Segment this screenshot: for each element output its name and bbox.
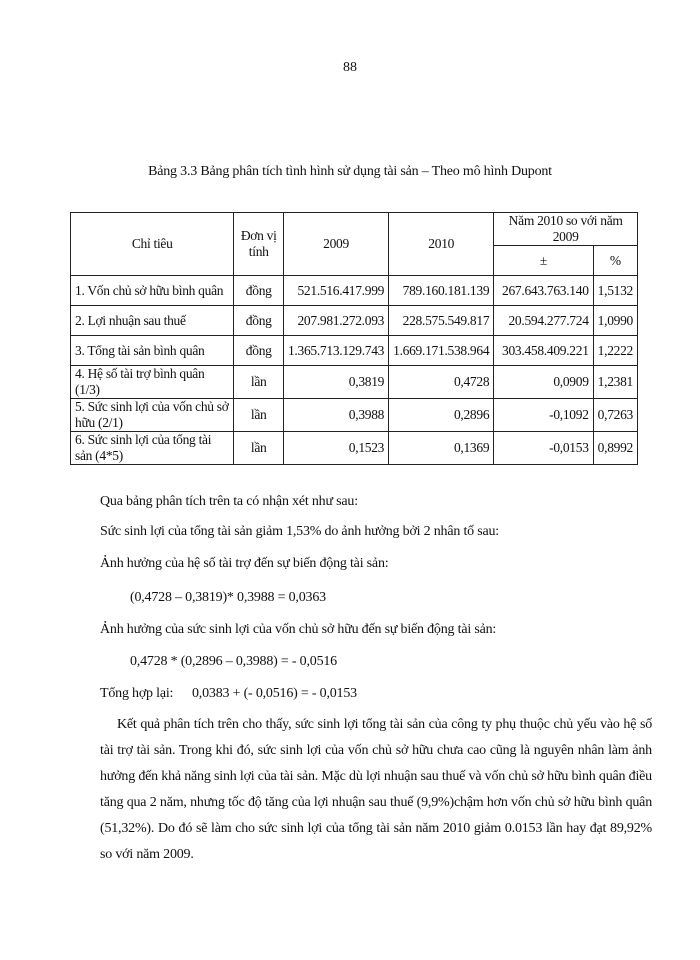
row-diff: -0,1092 xyxy=(494,399,593,432)
row-label: 1. Vốn chủ sở hữu bình quân xyxy=(71,276,234,306)
row-2010: 1.669.171.538.964 xyxy=(389,336,494,366)
table-caption: Bảng 3.3 Bảng phân tích tình hình sử dụng tài sản – Theo mô hình Dupont xyxy=(148,164,552,179)
summary-label: Tổng hợp lại: xyxy=(100,686,174,701)
row-unit: lần xyxy=(234,366,284,399)
row-2009: 521.516.417.999 xyxy=(283,276,388,306)
decline-line: Sức sinh lợi của tổng tài sản giảm 1,53% do ảnh hưởng bởi 2 nhân tố sau: xyxy=(100,524,499,539)
row-label: 3. Tổng tài sản bình quân xyxy=(71,336,234,366)
row-2009: 0,1523 xyxy=(283,432,388,465)
row-2009: 207.981.272.093 xyxy=(283,306,388,336)
table-row xyxy=(71,306,638,336)
intro-line: Qua bảng phân tích trên ta có nhận xét như sau: xyxy=(100,494,358,509)
row-2009: 0,3819 xyxy=(283,366,388,399)
row-2009: 1.365.713.129.743 xyxy=(283,336,388,366)
header-pct: % xyxy=(593,246,637,276)
row-pct: 1,2222 xyxy=(593,336,637,366)
row-label: 5. Sức sinh lợi của vốn chủ sở hữu (2/1) xyxy=(71,399,234,432)
summary-formula: 0,0383 + (- 0,0516) = - 0,0153 xyxy=(192,686,357,701)
row-label: 2. Lợi nhuận sau thuế xyxy=(71,306,234,336)
header-compare: Năm 2010 so với năm 2009 xyxy=(494,213,638,246)
dupont-table xyxy=(70,212,638,465)
table-row xyxy=(71,432,638,465)
row-2010: 789.160.181.139 xyxy=(389,276,494,306)
header-diff: ± xyxy=(494,246,593,276)
row-pct: 1,5132 xyxy=(593,276,637,306)
header-2010: 2010 xyxy=(389,213,494,276)
row-pct: 1,2381 xyxy=(593,366,637,399)
row-2010: 0,4728 xyxy=(389,366,494,399)
row-pct: 1,0990 xyxy=(593,306,637,336)
factor2-formula: 0,4728 * (0,2896 – 0,3988) = - 0,0516 xyxy=(130,654,337,669)
factor2-heading: Ảnh hưởng của sức sinh lợi của vốn chủ sở hữu đến sự biến động tài sản: xyxy=(100,622,497,637)
row-unit: lần xyxy=(234,399,284,432)
header-2009: 2009 xyxy=(283,213,388,276)
row-diff: 20.594.277.724 xyxy=(494,306,593,336)
header-indicator: Chỉ tiêu xyxy=(71,213,234,276)
row-diff: -0,0153 xyxy=(494,432,593,465)
row-diff: 303.458.409.221 xyxy=(494,336,593,366)
row-2010: 0,2896 xyxy=(389,399,494,432)
header-unit: Đơn vị tính xyxy=(234,213,284,276)
row-unit: đồng xyxy=(234,336,284,366)
page-number: 88 xyxy=(343,60,357,75)
row-2009: 0,3988 xyxy=(283,399,388,432)
row-2010: 0,1369 xyxy=(389,432,494,465)
table-row xyxy=(71,336,638,366)
row-unit: lần xyxy=(234,432,284,465)
row-2010: 228.575.549.817 xyxy=(389,306,494,336)
row-label: 6. Sức sinh lợi của tổng tài sản (4*5) xyxy=(71,432,234,465)
row-diff: 0,0909 xyxy=(494,366,593,399)
table-row xyxy=(71,399,638,432)
row-diff: 267.643.763.140 xyxy=(494,276,593,306)
row-unit: đồng xyxy=(234,276,284,306)
table-row xyxy=(71,276,638,306)
factor1-heading: Ảnh hưởng của hệ số tài trợ đến sự biến động tài sản: xyxy=(100,556,389,571)
conclusion-paragraph: Kết quả phân tích trên cho thấy, sức sinh lợi tổng tài sản của công ty phụ thuộc chủ yếu vào hệ số tài trợ tài sản. Trong khi đó, sức sinh lợi của vốn chủ sở hữu chưa cao cũng là nguyên nhân làm ảnh hưởng đến khả năng sinh lợi của tài sản. Mặc dù lợi nhuận sau thuế và vốn chủ sở hữu bình quân điều tăng qua 2 năm, nhưng tốc độ tăng của lợi nhuận sau thuế (9,9%)chậm hơn vốn chủ sở hữu bình quân (51,32%). Do đó sẽ làm cho sức sinh lợi của tổng tài sản năm 2010 giảm 0.0153 lần hay đạt 89,92% so với năm 2009. xyxy=(100,717,652,862)
row-unit: đồng xyxy=(234,306,284,336)
factor1-formula: (0,4728 – 0,3819)* 0,3988 = 0,0363 xyxy=(130,590,326,605)
table-row xyxy=(71,366,638,399)
row-pct: 0,7263 xyxy=(593,399,637,432)
row-pct: 0,8992 xyxy=(593,432,637,465)
row-label: 4. Hệ số tài trợ bình quân (1/3) xyxy=(71,366,234,399)
